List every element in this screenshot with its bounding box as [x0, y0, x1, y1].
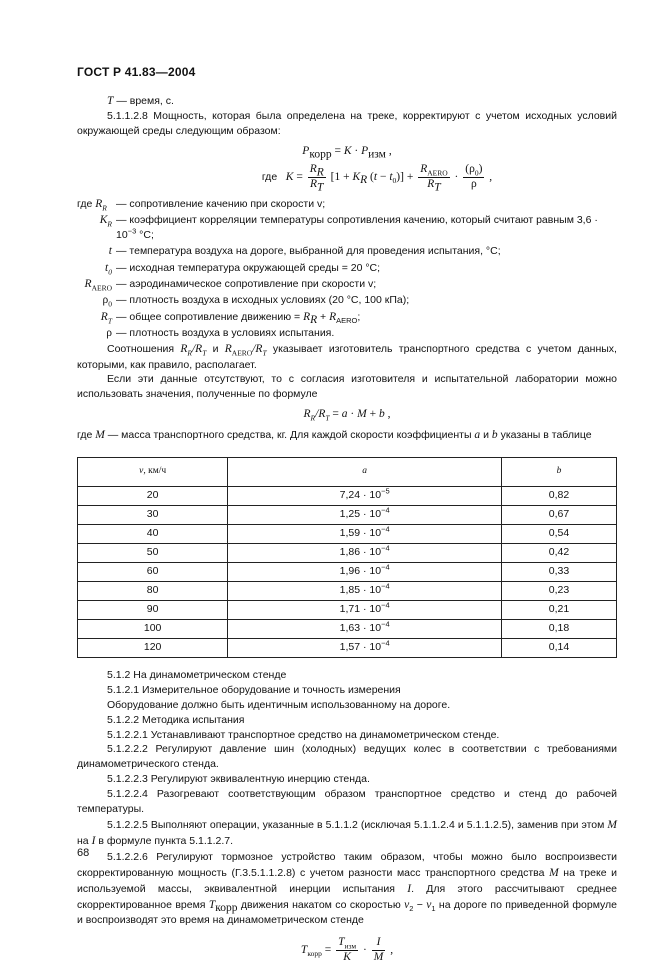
paragraph-5-1-2-2-2: 5.1.2.2.2 Регулируют давление шин (холодных) ведущих колес в соответствии с требованиями динамометрического стенда.: [77, 743, 617, 771]
definition-rho: ρ — плотность воздуха в условиях испытания.: [106, 326, 335, 339]
table-row: [78, 581, 617, 600]
paragraph-5-1-2-1: 5.1.2.1 Измерительное оборудование и точность измерения: [107, 683, 401, 696]
paragraph-equipment: Оборудование должно быть идентичным использованному на дороге.: [107, 698, 451, 711]
formula-k-coefficient: где K = $\frac{R_R}{R_T}$ [$1 + K_R$ $(t - t_0)$] + $\frac{R_{AERO}}{R_T}$ · $\frac{(\rho_0)}{\rho}$ ,: [261, 163, 493, 194]
cell-coefficient-b: 0,21: [501, 600, 616, 619]
paragraph-5-1-2-2: 5.1.2.2 Методика испытания: [107, 713, 245, 726]
paragraph-mass: где M — масса транспортного средства, кг. Для каждой скорости коэффициенты a и b указаны в таблице: [77, 428, 592, 441]
cell-coefficient-b: 0,23: [501, 581, 616, 600]
table-row: [78, 505, 617, 524]
paragraph-5-1-2-2-4: 5.1.2.2.4 Разогревают соответствующим образом транспортное средство и стенд до рабочей температуры.: [77, 788, 617, 816]
cell-coefficient-a: $1,71 \cdot 10^{-4}$: [228, 600, 502, 619]
paragraph-ratios: Соотношения $R_R/R_T$ и $R_{AERO}/R_T$ указывает изготовитель транспортного средства с учетом данных, которыми, как правило, располагает.: [77, 343, 617, 371]
cell-speed: 100: [78, 619, 228, 638]
paragraph-5-1-2-2-6: 5.1.2.2.6 Регулируют тормозное устройство таким образом, чтобы можно было воспроизвести скорректированную мощность (Г.3.5.1.1.2.8) с учетом разности масс транспортного средства M на треке и используемой массы, эквивалентной инерции испытания I. Для этого рассчитывают среднее скорректированное время $T_{корр}$ движения накатом со скоростью $v_2 - v_1$ на дороге по приведенной формуле и воспроизводят это время на динамометрическом стенде: [77, 850, 618, 927]
cell-coefficient-a: $1,25 \cdot 10^{-4}$: [228, 505, 502, 524]
cell-coefficient-a: $7,24 \cdot 10^{-5}$: [228, 486, 502, 505]
definition-RR: где $R_R$ — сопротивление качению при скорости v;: [77, 198, 326, 213]
cell-coefficient-b: 0,42: [501, 543, 616, 562]
table-row: [78, 600, 617, 619]
coefficients-table: [77, 457, 617, 658]
paragraph-absent-data: Если эти данные отсутствуют, то с согласия изготовителя и испытательной лаборатории можно использовать значения, полученные по формуле: [77, 373, 617, 401]
table-row: [78, 543, 617, 562]
table-row: [78, 638, 617, 657]
cell-coefficient-b: 0,33: [501, 562, 616, 581]
cell-speed: 40: [78, 524, 228, 543]
paragraph-5-1-2-2-1: 5.1.2.2.1 Устанавливают транспортное средство на динамометрическом стенде.: [107, 728, 500, 741]
table-row: [78, 486, 617, 505]
cell-speed: 30: [78, 505, 228, 524]
header-b: b: [501, 457, 616, 486]
cell-coefficient-b: 0,67: [501, 505, 616, 524]
cell-coefficient-a: $1,86 \cdot 10^{-4}$: [228, 543, 502, 562]
page-content: [77, 93, 617, 969]
definition-KR: $K_R$ — коэффициент корреляции температуры сопротивления качению, который считают равным $3,6 \cdot 10^{-3}$ °C;: [99, 214, 598, 242]
paragraph-5-1-2: 5.1.2 На динамометрическом стенде: [107, 668, 287, 681]
cell-speed: 120: [78, 638, 228, 657]
cell-coefficient-a: $1,85 \cdot 10^{-4}$: [228, 581, 502, 600]
definition-rho0: $\rho_0$ — плотность воздуха в исходных условиях (20 °C, 100 кПа);: [102, 294, 410, 309]
table-header-row: [78, 457, 617, 486]
document-header: ГОСТ Р 41.83—2004: [77, 65, 196, 79]
cell-speed: 20: [78, 486, 228, 505]
cell-coefficient-a: $1,59 \cdot 10^{-4}$: [228, 524, 502, 543]
definition-t: t — температура воздуха на дороге, выбранной для проведения испытания, °C;: [108, 245, 501, 258]
header-a: a: [228, 457, 502, 486]
definition-RT: $R_T$ — общее сопротивление движению = $R_R + R_{AERO}$;: [100, 310, 361, 326]
cell-coefficient-a: $1,57 \cdot 10^{-4}$: [228, 638, 502, 657]
cell-coefficient-a: $1,63 \cdot 10^{-4}$: [228, 619, 502, 638]
cell-speed: 90: [78, 600, 228, 619]
cell-speed: 80: [78, 581, 228, 600]
t-definition: T — время, с.: [107, 95, 174, 107]
paragraph-5-1-2-2-3: 5.1.2.2.3 Регулируют эквивалентную инерцию стенда.: [107, 773, 370, 786]
header-v: v, км/ч: [78, 457, 228, 486]
paragraph-5-1-2-2-5: 5.1.2.2.5 Выполняют операции, указанные в 5.1.1.2 (исключая 5.1.1.2.4 и 5.1.1.2.5), заменив при этом M на I в формуле пункта 5.1.1.2.7.: [77, 818, 618, 848]
cell-coefficient-b: 0,82: [501, 486, 616, 505]
definition-t0: $t_0$ — исходная температура окружающей среды = 20 °C;: [105, 261, 381, 276]
formula-ratio: $R_R/R_T = a \cdot M + b$ ,: [303, 408, 391, 423]
table-row: [78, 562, 617, 581]
table-row: [78, 619, 617, 638]
formula-power-correction: $P_{корр} = K \cdot P_{изм}$ ,: [302, 145, 392, 161]
paragraph-5-1-1-2-8: 5.1.1.2.8 Мощность, которая была определена на треке, корректируют с учетом исходных условий окружающей среды следующим образом:: [77, 110, 617, 138]
table-row: [78, 524, 617, 543]
formula-time-correction: $T_{корр}$ = $\frac{T_{изм}}{K}$ · $\frac{I}{M}$ ,: [300, 936, 394, 964]
symbol-definitions: [77, 196, 617, 341]
cell-coefficient-b: 0,18: [501, 619, 616, 638]
cell-coefficient-b: 0,14: [501, 638, 616, 657]
cell-coefficient-a: $1,96 \cdot 10^{-4}$: [228, 562, 502, 581]
cell-speed: 50: [78, 543, 228, 562]
page-number: 68: [77, 847, 90, 859]
cell-speed: 60: [78, 562, 228, 581]
cell-coefficient-b: 0,54: [501, 524, 616, 543]
definition-RAERO: $R_{AERO}$ — аэродинамическое сопротивление при скорости v;: [84, 277, 377, 293]
